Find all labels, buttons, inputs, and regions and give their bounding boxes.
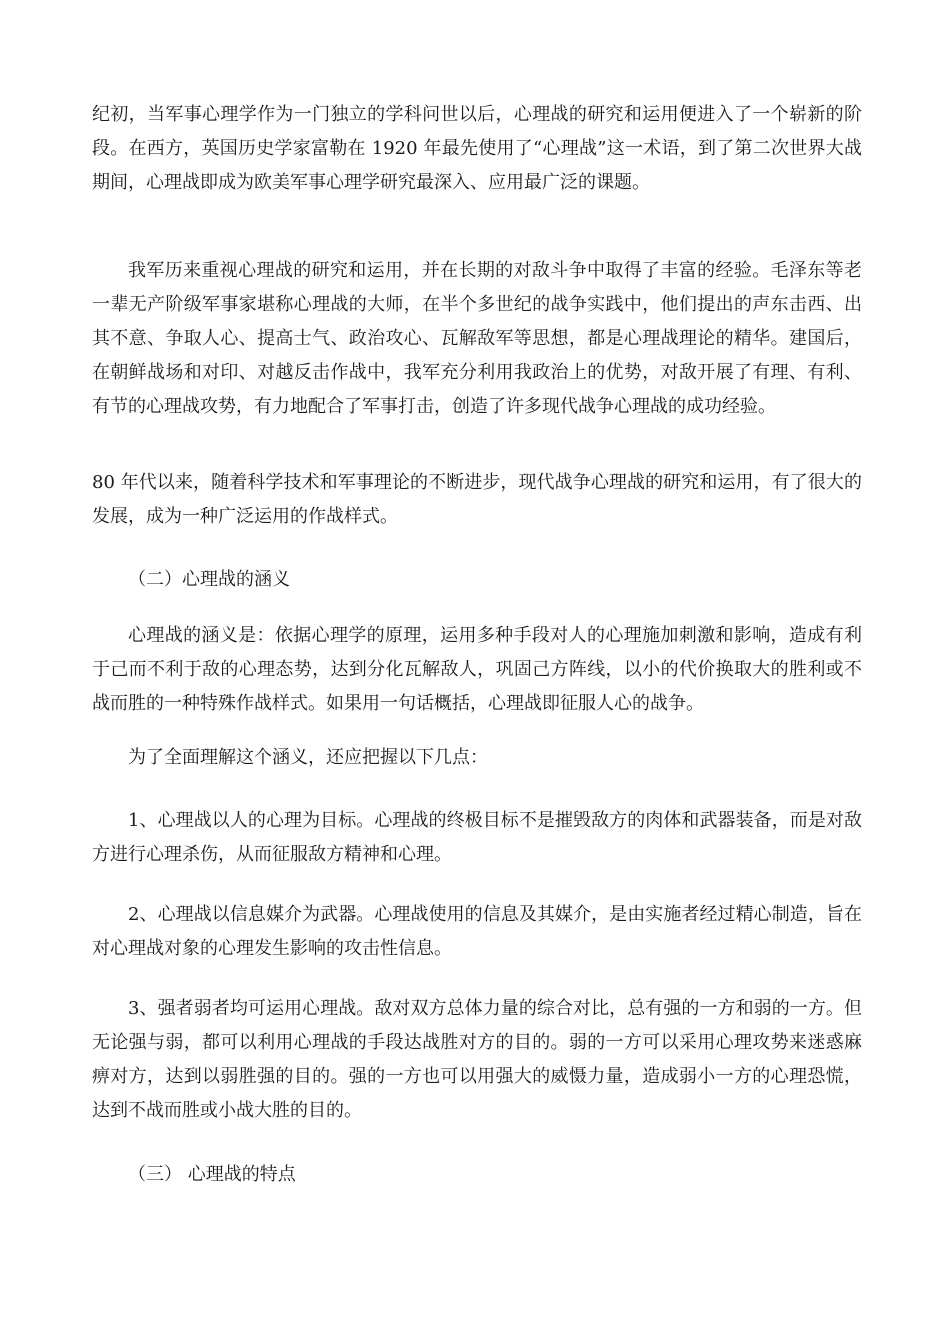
list-item-point-2: 2、心理战以信息媒介为武器。心理战使用的信息及其媒介，是由实施者经过精心制造，旨在对心理战对象的心理发生影响的攻击性信息。 (92, 904, 862, 959)
paragraph-continuation: 纪初，当军事心理学作为一门独立的学科问世以后，心理战的研究和运用便进入了一个崭新的阶段。在西方，英国历史学家富勒在 1920 年最先使用了“心理战”这一术语，到了第二次世界大战期间，心理战即成为欧美军事心理学研究最深入、应用最广泛的课题。 (92, 104, 862, 193)
paragraph-definition: 心理战的涵义是：依据心理学的原理，运用多种手段对人的心理施加刺激和影响，造成有利于己而不利于敌的心理态势，达到分化瓦解敌人，巩固己方阵线，以小的代价换取大的胜利或不战而胜的一种特殊作战样式。如果用一句话概括，心理战即征服人心的战争。 (92, 625, 862, 714)
list-item-point-1: 1、心理战以人的心理为目标。心理战的终极目标不是摧毁敌方的肉体和武器装备，而是对敌方进行心理杀伤，从而征服敌方精神和心理。 (92, 810, 862, 865)
paragraph-key-points-intro: 为了全面理解这个涵义，还应把握以下几点： (128, 747, 488, 768)
paragraph-1980s: 80 年代以来，随着科学技术和军事理论的不断进步，现代战争心理战的研究和运用，有了很大的发展，成为一种广泛运用的作战样式。 (92, 472, 862, 527)
section-heading-definition: （二）心理战的涵义 (128, 569, 290, 590)
list-item-point-3: 3、强者弱者均可运用心理战。敌对双方总体力量的综合对比，总有强的一方和弱的一方。但无论强与弱，都可以利用心理战的手段达战胜对方的目的。弱的一方可以采用心理攻势来迷惑麻痹对方，达到以弱胜强的目的。强的一方也可以用强大的威慑力量，造成弱小一方的心理恐慌，达到不战而胜或小战大胜的目的。 (92, 998, 862, 1121)
paragraph-our-army: 我军历来重视心理战的研究和运用，并在长期的对敌斗争中取得了丰富的经验。毛泽东等老一辈无产阶级军事家堪称心理战的大师，在半个多世纪的战争实践中，他们提出的声东击西、出其不意、争取人心、提高士气、政治攻心、瓦解敌军等思想，都是心理战理论的精华。建国后，在朝鲜战场和对印、对越反击作战中，我军充分利用我政治上的优势，对敌开展了有理、有利、有节的心理战攻势，有力地配合了军事打击，创造了许多现代战争心理战的成功经验。 (92, 260, 862, 417)
section-heading-characteristics: （三） 心理战的特点 (128, 1164, 296, 1185)
